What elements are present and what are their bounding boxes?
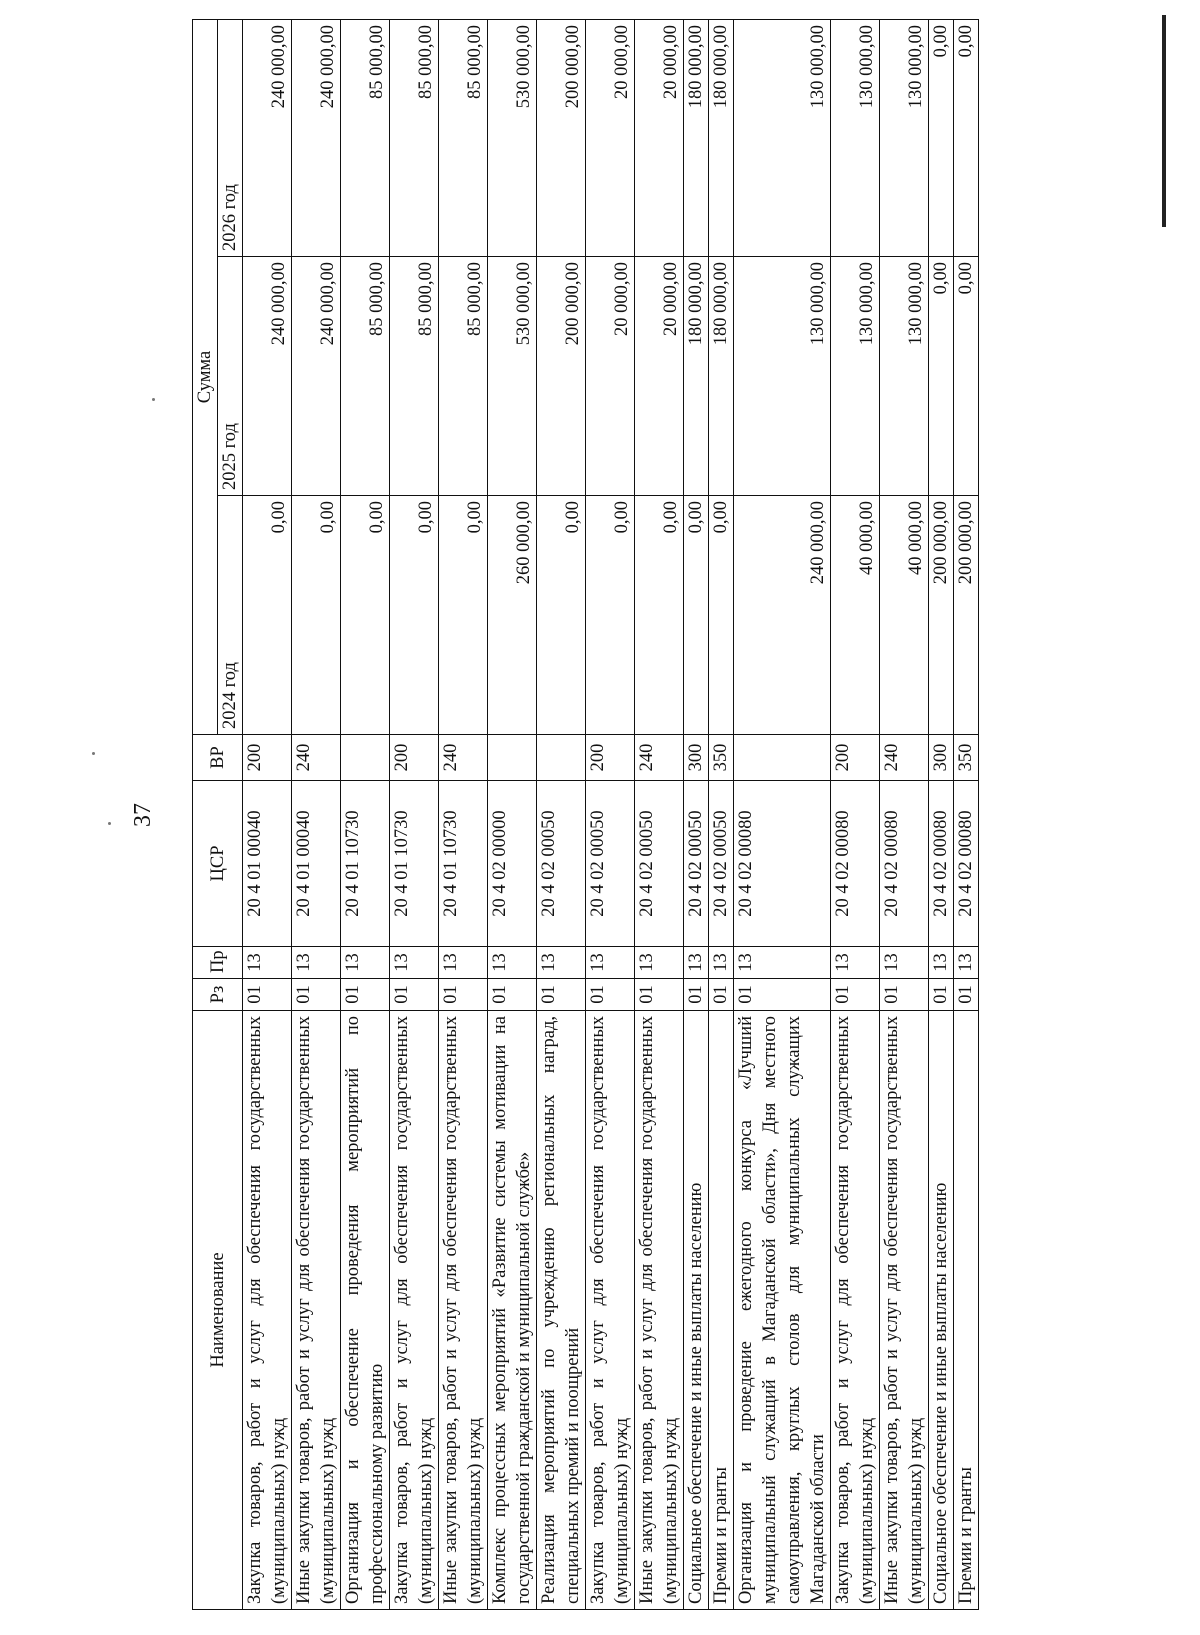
cell-csr: 20 4 02 00080 [831,781,880,947]
cell-2024: 0,00 [243,496,292,735]
header-name: Наименование [193,1011,243,1610]
cell-vr: 300 [684,735,709,781]
cell-vr [341,735,390,781]
cell-2026: 130 000,00 [734,19,831,256]
cell-csr: 20 4 02 00050 [709,781,734,947]
cell-name: Иные закупки товаров, работ и услуг для обеспечения государственных (муниципальных) нужд [439,1011,488,1610]
cell-rz: 01 [586,979,635,1011]
cell-vr [537,735,586,781]
cell-2026: 0,00 [929,19,954,256]
cell-pr: 13 [390,947,439,979]
cell-vr: 200 [243,735,292,781]
cell-2024: 40 000,00 [880,496,929,735]
cell-2024: 0,00 [439,496,488,735]
table-row [684,19,709,1609]
cell-csr: 20 4 01 00040 [292,781,341,947]
cell-vr [488,735,537,781]
cell-csr: 20 4 01 10730 [439,781,488,947]
cell-name: Организация и проведение ежегодного конкурса «Лучший муниципальный служащий в Магаданской области», Дня местного самоуправления, круглых столов для муниципальных служащих Магаданской области [734,1011,831,1610]
table-row [586,19,635,1609]
cell-name: Организация и обеспечение проведения мероприятий по профессиональному развитию [341,1011,390,1610]
cell-pr: 13 [684,947,709,979]
header-2024: 2024 год [218,496,243,735]
cell-pr: 13 [709,947,734,979]
cell-csr: 20 4 02 00050 [684,781,709,947]
cell-rz: 01 [341,979,390,1011]
cell-name: Социальное обеспечение и иные выплаты населению [929,1011,954,1610]
cell-2024: 0,00 [586,496,635,735]
header-2025: 2025 год [218,257,243,496]
cell-csr: 20 4 02 00050 [537,781,586,947]
cell-csr: 20 4 01 10730 [390,781,439,947]
cell-2025: 130 000,00 [831,257,880,496]
cell-vr: 300 [929,735,954,781]
cell-pr: 13 [341,947,390,979]
cell-2025: 20 000,00 [586,257,635,496]
cell-vr: 200 [390,735,439,781]
cell-2025: 0,00 [954,257,979,496]
table-row [954,19,979,1609]
cell-2025: 530 000,00 [488,257,537,496]
scan-speck [92,752,95,755]
cell-vr: 240 [439,735,488,781]
cell-pr: 13 [243,947,292,979]
cell-csr: 20 4 01 00040 [243,781,292,947]
table-row [537,19,586,1609]
cell-name: Реализация мероприятий по учреждению региональных наград, специальных премий и поощрений [537,1011,586,1610]
scan-edge-mark [1162,15,1166,227]
cell-csr: 20 4 02 00080 [954,781,979,947]
cell-2026: 20 000,00 [586,19,635,256]
cell-2026: 85 000,00 [390,19,439,256]
cell-2026: 180 000,00 [709,19,734,256]
cell-name: Закупка товаров, работ и услуг для обеспечения государственных (муниципальных) нужд [586,1011,635,1610]
table-row [831,19,880,1609]
cell-csr: 20 4 02 00080 [880,781,929,947]
header-row-1 [193,19,218,1609]
cell-name: Закупка товаров, работ и услуг для обеспечения государственных (муниципальных) нужд [831,1011,880,1610]
cell-rz: 01 [831,979,880,1011]
cell-2026: 20 000,00 [635,19,684,256]
cell-vr: 240 [880,735,929,781]
table-row [341,19,390,1609]
cell-2025: 240 000,00 [243,257,292,496]
cell-pr: 13 [954,947,979,979]
cell-pr: 13 [537,947,586,979]
cell-name: Закупка товаров, работ и услуг для обеспечения государственных (муниципальных) нужд [390,1011,439,1610]
cell-csr: 20 4 02 00080 [929,781,954,947]
cell-name: Иные закупки товаров, работ и услуг для обеспечения государственных (муниципальных) нужд [292,1011,341,1610]
cell-name: Комплекс процессных мероприятий «Развитие системы мотивации на государственной гражданской и муниципальной службе» [488,1011,537,1610]
cell-2025: 0,00 [929,257,954,496]
cell-2026: 240 000,00 [243,19,292,256]
cell-rz: 01 [929,979,954,1011]
cell-2025: 85 000,00 [341,257,390,496]
table-row [390,19,439,1609]
cell-name: Социальное обеспечение и иные выплаты населению [684,1011,709,1610]
cell-rz: 01 [537,979,586,1011]
table-row [709,19,734,1609]
cell-pr: 13 [880,947,929,979]
cell-rz: 01 [954,979,979,1011]
cell-vr: 240 [635,735,684,781]
cell-rz: 01 [880,979,929,1011]
cell-pr: 13 [439,947,488,979]
cell-2026: 180 000,00 [684,19,709,256]
cell-2024: 0,00 [341,496,390,735]
cell-2024: 0,00 [390,496,439,735]
cell-2026: 240 000,00 [292,19,341,256]
cell-vr: 200 [586,735,635,781]
cell-rz: 01 [709,979,734,1011]
cell-2025: 240 000,00 [292,257,341,496]
cell-rz: 01 [390,979,439,1011]
table-row [488,19,537,1609]
cell-2025: 130 000,00 [880,257,929,496]
cell-pr: 13 [292,947,341,979]
cell-pr: 13 [635,947,684,979]
cell-rz: 01 [684,979,709,1011]
cell-pr: 13 [734,947,831,979]
cell-2024: 0,00 [292,496,341,735]
cell-2026: 130 000,00 [880,19,929,256]
table-row [243,19,292,1609]
header-rz: Рз [193,979,243,1011]
cell-rz: 01 [734,979,831,1011]
cell-vr: 350 [709,735,734,781]
cell-2025: 85 000,00 [390,257,439,496]
scan-speck [152,398,155,401]
cell-rz: 01 [292,979,341,1011]
cell-pr: 13 [488,947,537,979]
table-body [243,19,979,1609]
table-row [734,19,831,1609]
header-2026: 2026 год [218,19,243,256]
cell-2025: 20 000,00 [635,257,684,496]
cell-vr [734,735,831,781]
cell-2024: 0,00 [684,496,709,735]
cell-2025: 200 000,00 [537,257,586,496]
cell-2026: 85 000,00 [341,19,390,256]
cell-csr: 20 4 02 00080 [734,781,831,947]
cell-pr: 13 [929,947,954,979]
cell-2026: 200 000,00 [537,19,586,256]
cell-vr: 240 [292,735,341,781]
table-row [880,19,929,1609]
page-number: 37 [130,803,156,827]
budget-table [192,19,979,1610]
cell-rz: 01 [243,979,292,1011]
cell-2025: 85 000,00 [439,257,488,496]
table-row [929,19,954,1609]
cell-2024: 200 000,00 [929,496,954,735]
cell-name: Премии и гранты [954,1011,979,1610]
cell-2024: 40 000,00 [831,496,880,735]
cell-2024: 260 000,00 [488,496,537,735]
header-pr: Пр [193,947,243,979]
header-sum: Сумма [193,19,218,734]
cell-csr: 20 4 02 00050 [635,781,684,947]
cell-name: Премии и гранты [709,1011,734,1610]
cell-2026: 0,00 [954,19,979,256]
cell-2024: 0,00 [537,496,586,735]
table-row [439,19,488,1609]
table-row [292,19,341,1609]
cell-name: Иные закупки товаров, работ и услуг для обеспечения государственных (муниципальных) нужд [635,1011,684,1610]
cell-2024: 0,00 [709,496,734,735]
cell-csr: 20 4 01 10730 [341,781,390,947]
cell-rz: 01 [635,979,684,1011]
header-csr: ЦСР [193,781,243,947]
header-vr: ВР [193,735,243,781]
cell-csr: 20 4 02 00000 [488,781,537,947]
cell-rz: 01 [439,979,488,1011]
cell-csr: 20 4 02 00050 [586,781,635,947]
cell-2024: 240 000,00 [734,496,831,735]
cell-2026: 130 000,00 [831,19,880,256]
cell-2024: 0,00 [635,496,684,735]
cell-vr: 350 [954,735,979,781]
scan-speck [108,822,111,825]
cell-2024: 200 000,00 [954,496,979,735]
cell-2026: 85 000,00 [439,19,488,256]
cell-name: Иные закупки товаров, работ и услуг для обеспечения государственных (муниципальных) нужд [880,1011,929,1610]
cell-name: Закупка товаров, работ и услуг для обеспечения государственных (муниципальных) нужд [243,1011,292,1610]
cell-2025: 180 000,00 [684,257,709,496]
cell-2026: 530 000,00 [488,19,537,256]
table-row [635,19,684,1609]
cell-2025: 180 000,00 [709,257,734,496]
cell-pr: 13 [586,947,635,979]
budget-table-container [192,20,979,1610]
cell-2025: 130 000,00 [734,257,831,496]
cell-vr: 200 [831,735,880,781]
cell-rz: 01 [488,979,537,1011]
cell-pr: 13 [831,947,880,979]
